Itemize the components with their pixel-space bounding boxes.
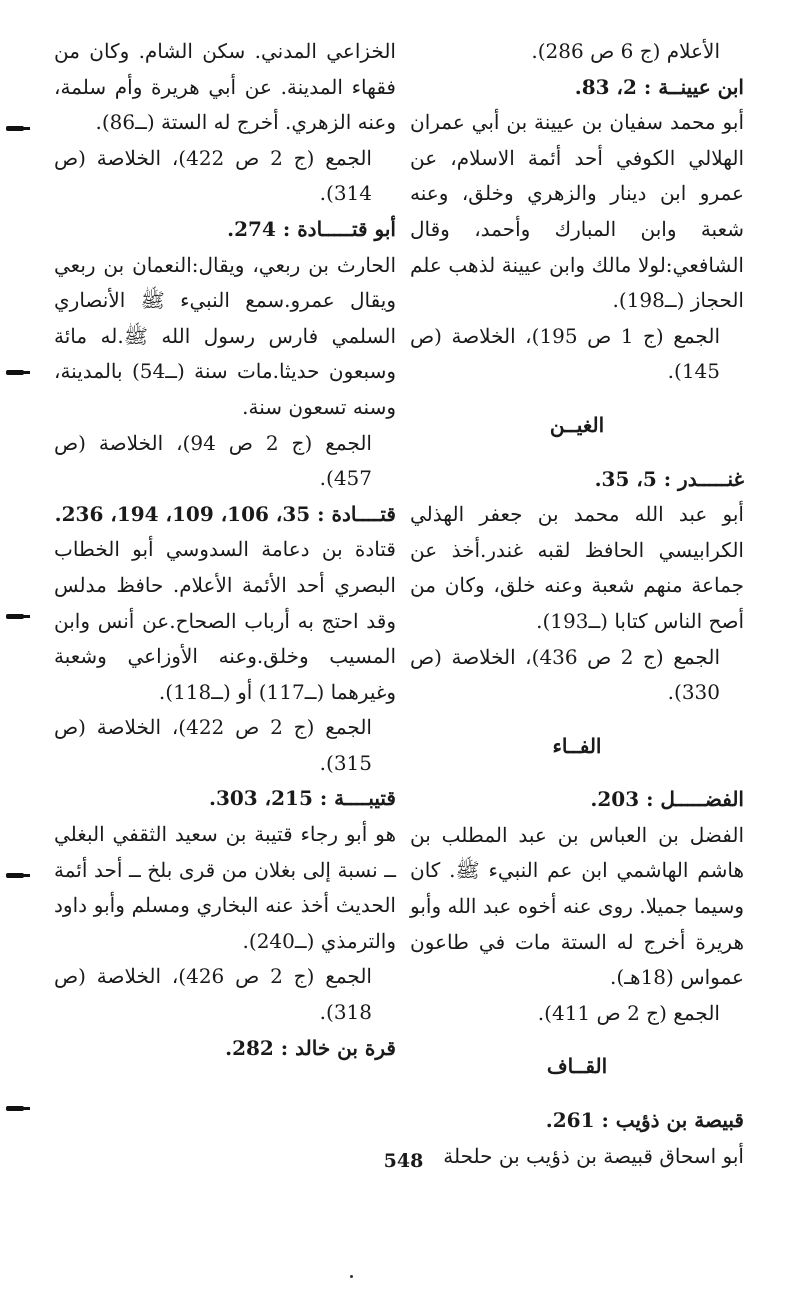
entry-reference: الجمع (ج 2 ص 436)، الخلاصة (ص 330).	[410, 644, 720, 705]
print-speck	[350, 1275, 353, 1278]
page-number: 548	[383, 1150, 424, 1172]
entry-heading: أبو قتـــــادة : 274.	[227, 216, 396, 241]
section-heading: الغيــن	[549, 412, 605, 437]
entry-heading: الفضـــــل : 203.	[590, 787, 744, 812]
margin-mark	[6, 614, 24, 619]
entry-reference: الجمع (ج 2 ص 94)، الخلاصة (ص 457).	[54, 430, 372, 491]
entry-heading: قبيصة بن ذؤيب : 261.	[545, 1108, 744, 1133]
entry-text: أبو عبد الله محمد بن جعفر الهذلي الكرابيسي الحافظ لقبه غندر.أخذ عن جماعة منهم شعبة وعنه خلق، وكان من أصح الناس كتابا (ــ193).	[410, 502, 744, 633]
entry-reference: الجمع (ج 2 ص 411).	[537, 1000, 720, 1025]
entry-heading: قرة بن خالد : 282.	[225, 1035, 396, 1060]
margin-mark	[6, 873, 24, 878]
margin-mark	[6, 126, 24, 131]
entry-heading: قتــــادة : 35، 106، 109، 194، 236.	[54, 501, 396, 526]
entry-reference: الجمع (ج 2 ص 422)، الخلاصة (ص 315).	[54, 715, 372, 775]
entry-text: أبو محمد سفيان بن عيينة بن أبي عمران الهلالي الكوفي أحد أئمة الاسلام، عن عمرو ابن دينار والزهري وخلق، وعنه شعبة وابن المبارك وأحمد، وقال الشافعي:لولا مالك وابن عيينة لذهب علم الحجاز (ــ198).	[410, 110, 744, 313]
entry-reference: الجمع (ج 2 ص 422)، الخلاصة (ص 314).	[54, 145, 372, 206]
entry-reference: الجمع (ج 1 ص 195)، الخلاصة (ص 145).	[410, 323, 720, 384]
entry-text: الفضل بن العباس بن عبد المطلب بن هاشم الهاشمي ابن عم النبيء ﷺ. كان وسيما جميلا. روى عنه أخوه عبد الله وأبو هريرة أخرج له الستة مات في طاعون عمواس (18هـ).	[410, 822, 744, 990]
entry-heading: ابن عيينــة : 2، 83.	[574, 74, 744, 99]
left-column	[54, 34, 396, 1066]
entry-heading: غنـــــدر : 5، 35.	[594, 466, 744, 491]
right-column	[410, 34, 744, 1174]
entry-text: هو أبو رجاء قتيبة بن سعيد الثقفي البغلي ــ نسبة إلى بغلان من قرى بلخ ــ أحد أئمة الحديث أخذ عنه البخاري ومسلم وأبو داود والترمذي (ــ240).	[54, 822, 396, 953]
margin-mark	[6, 1106, 24, 1111]
entry-heading: قتيبــــة : 215، 303.	[208, 786, 396, 811]
entry-text: قتادة بن دعامة السدوسي أبو الخطاب البصري أحد الأئمة الأعلام. حافظ مدلس وقد احتج به أرباب الصحاح.عن أنس وابن المسيب وخلق.وعنه الأوزاعي وشعبة وغيرهما (ــ117) أو (ــ118).	[54, 537, 396, 704]
entry-reference: الجمع (ج 2 ص 426)، الخلاصة (ص 318).	[54, 964, 372, 1025]
section-heading: القــاف	[546, 1054, 608, 1079]
margin-mark	[6, 370, 24, 375]
entry-reference: الأعلام (ج 6 ص 286).	[531, 39, 720, 63]
entry-text: الخزاعي المدني. سكن الشام. وكان من فقهاء المدينة. عن أبي هريرة وأم سلمة، وعنه الزهري. أخرج له الستة (ــ86).	[54, 39, 396, 135]
entry-text: أبو اسحاق قبيصة بن ذؤيب بن حلحلة	[443, 1143, 744, 1168]
section-heading: الفــاء	[552, 733, 602, 758]
entry-text: الحارث بن ربعي، ويقال:النعمان بن ربعي ويقال عمرو.سمع النبيء ﷺ الأنصاري السلمي فارس رسول الله ﷺ.له مائة وسبعون حديثا.مات سنة (ــ54) بالمدينة، وسنه تسعون سنة.	[54, 252, 396, 419]
